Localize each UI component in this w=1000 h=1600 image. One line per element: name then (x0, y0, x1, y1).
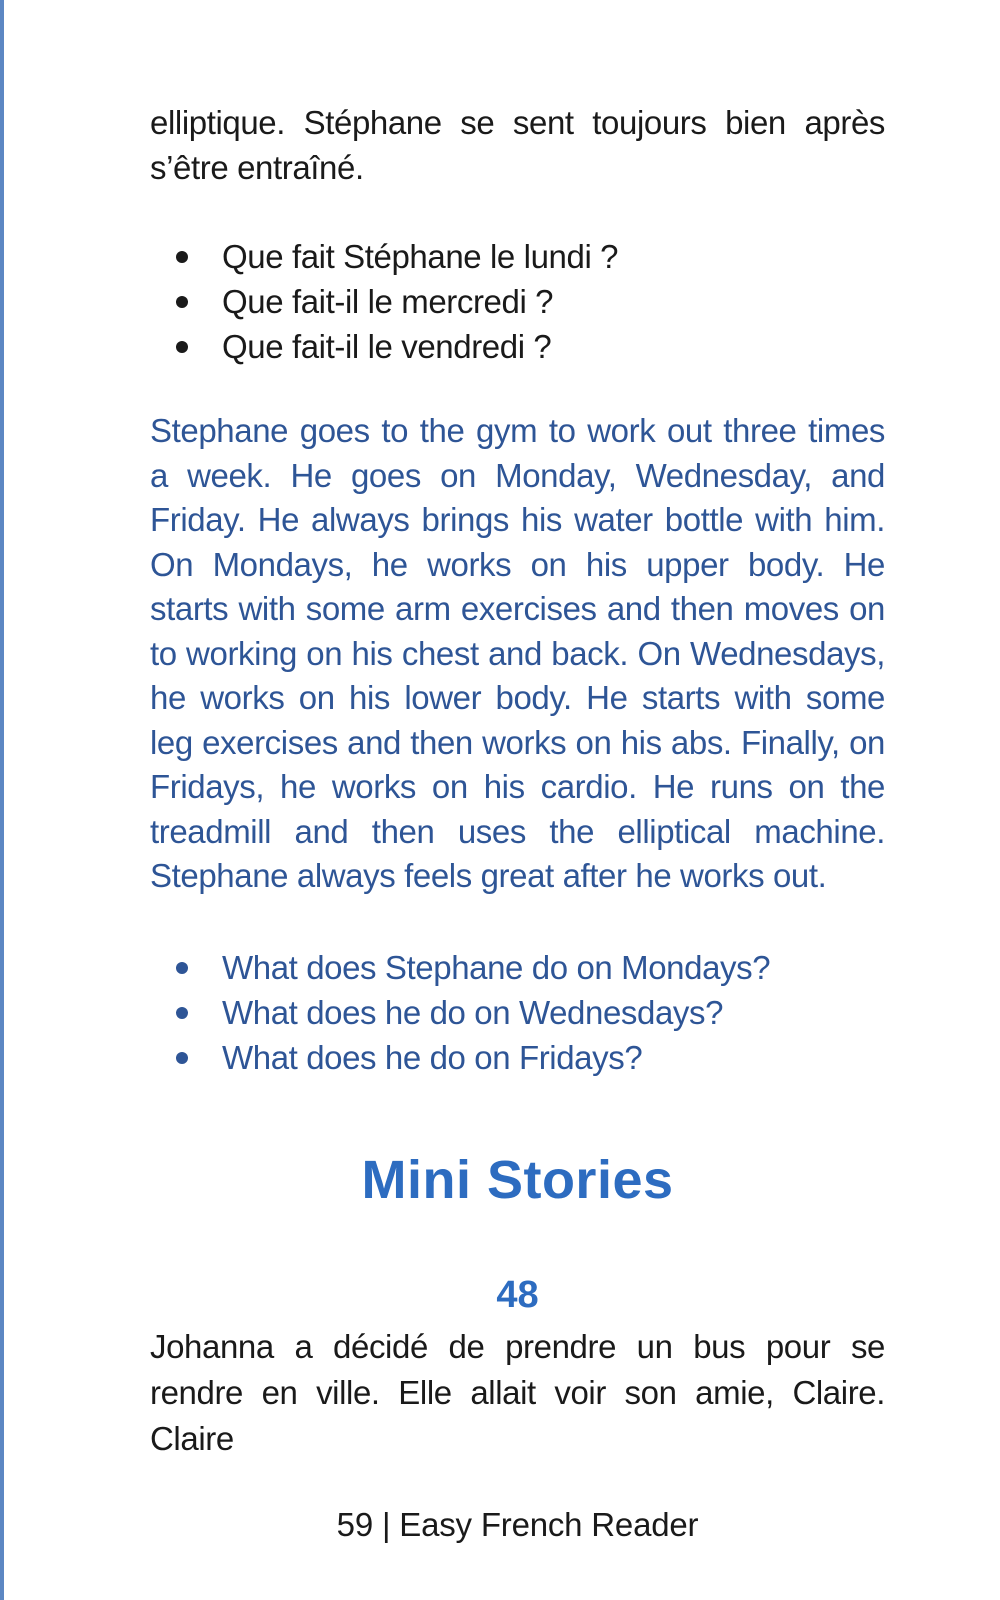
questions-fr-list (150, 234, 885, 369)
question-en-text: What does he do on Wednesdays? (222, 993, 724, 1031)
list-item (150, 324, 885, 369)
list-item (150, 279, 885, 324)
bullet-icon (176, 1052, 188, 1064)
story-number: 48 (496, 1273, 539, 1316)
question-fr-text: Que fait-il le vendredi ? (222, 328, 552, 365)
list-item (150, 990, 885, 1035)
bullet-icon (176, 1007, 188, 1019)
bullet-icon (176, 962, 188, 974)
questions-en-list (150, 945, 885, 1080)
question-fr-text: Que fait Stéphane le lundi ? (222, 238, 619, 275)
list-item (150, 945, 885, 990)
bullet-icon (176, 341, 188, 353)
page-edge-accent-bar (0, 0, 4, 1600)
section-heading: Mini Stories (361, 1149, 674, 1210)
list-item (150, 234, 885, 279)
question-en-text: What does he do on Fridays? (222, 1038, 643, 1076)
intro-paragraph: elliptique. Stéphane se sent toujours bien après s’être entraîné. (150, 104, 885, 186)
page-footer: 59 | Easy French Reader (336, 1505, 699, 1543)
question-en-text: What does Stephane do on Mondays? (222, 948, 771, 986)
bullet-icon (176, 251, 188, 263)
bullet-icon (176, 296, 188, 308)
translation-paragraph: Stephane goes to the gym to work out three times a week. He goes on Monday, Wednesday, and Friday. He always brings his water bottle with him. On Mondays, he works on his upper body. He starts with some arm exercises and then moves on to working on his chest and back. On Wednesdays, he works on his lower body. He starts with some leg exercises and then works on his abs. Finally, on Fridays, he works on his cardio. He runs on the treadmill and then uses the elliptical machine. Stephane always feels great after he works out. (150, 412, 885, 894)
question-fr-text: Que fait-il le mercredi ? (222, 283, 554, 320)
story-paragraph: Johanna a décidé de prendre un bus pour se rendre en ville. Elle allait voir son amie, Claire. Claire (150, 1327, 885, 1457)
list-item (150, 1035, 885, 1080)
